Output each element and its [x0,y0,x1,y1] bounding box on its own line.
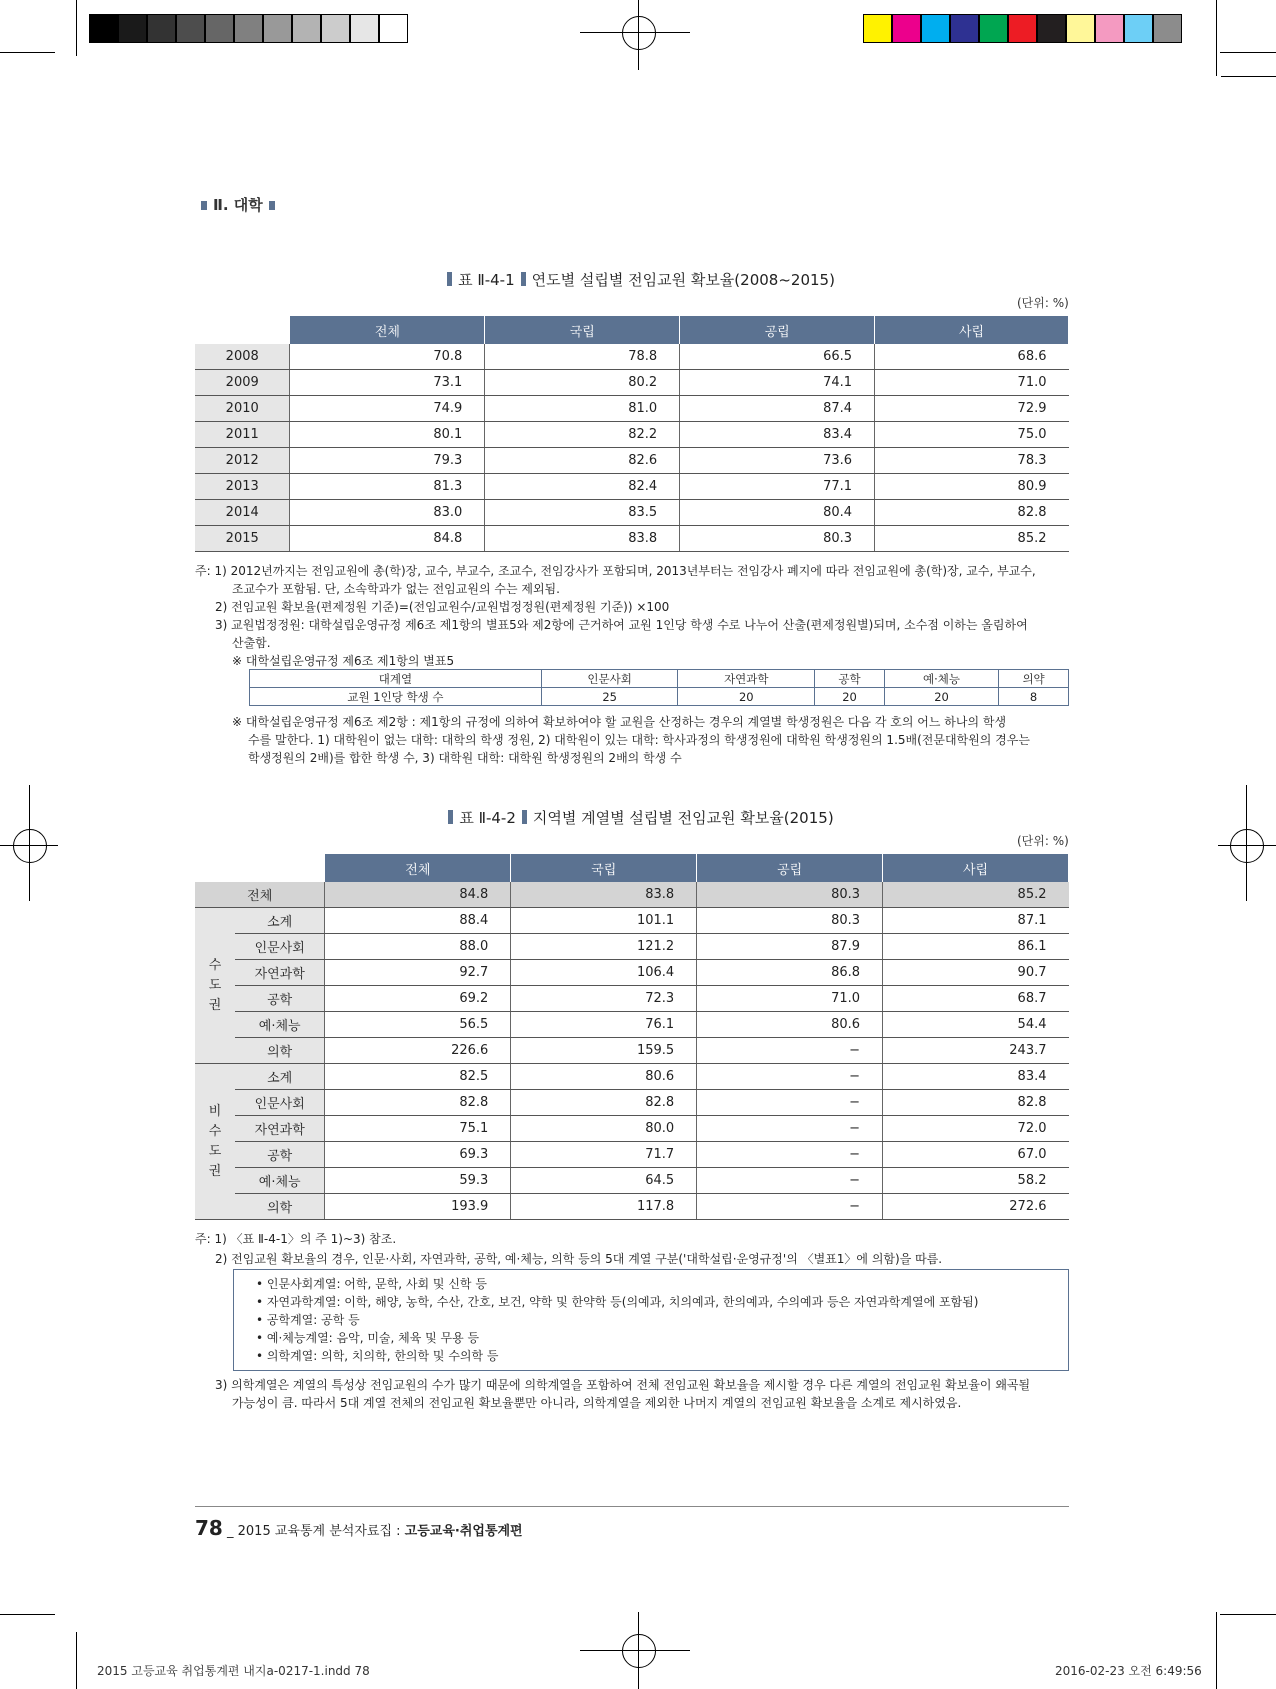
value-cell: 85.2 [883,882,1069,908]
value-cell: 76.1 [511,1012,697,1038]
value-cell: 71.0 [697,986,883,1012]
value-cell: 78.8 [485,344,680,370]
ratio-table [249,669,1069,706]
table1-unit: (단위: %) [1017,296,1069,310]
color-swatch [921,14,950,43]
year-cell: 2014 [195,500,290,526]
value-cell: 83.8 [485,526,680,552]
value-cell: 86.8 [697,960,883,986]
table-row [195,1194,1069,1220]
value-cell: 78.3 [875,448,1069,474]
gray-swatch [176,14,205,43]
year-cell: 2012 [195,448,290,474]
value-cell: 79.3 [290,448,485,474]
field-label: 인문사회 [235,1090,325,1116]
field-label: 공학 [235,986,325,1012]
table-row [195,1012,1069,1038]
value-cell: 84.8 [325,882,511,908]
category-item: • 자연과학계열: 이학, 해양, 농학, 수산, 간호, 보건, 약학 및 한약학 등(의예과, 치의예과, 한의예과, 수의예과 등은 자연과학계열에 포함됨) [256,1295,979,1309]
ratio-header-cell: 예·체능 [884,670,998,688]
table-row [195,1142,1069,1168]
color-swatch [1037,14,1066,43]
value-cell: 193.9 [325,1194,511,1220]
square-bullet-icon [269,201,275,210]
value-cell: 69.2 [325,986,511,1012]
title-bar-icon [522,810,527,824]
value-cell: 85.2 [875,526,1069,552]
table-row [195,422,1069,448]
field-label: 예·체능 [235,1012,325,1038]
category-item: • 인문사회계열: 어학, 문학, 사회 및 신학 등 [256,1277,487,1291]
gray-swatch [379,14,408,43]
value-cell: 82.5 [325,1064,511,1090]
value-cell: 80.9 [875,474,1069,500]
ratio-value-cell: 20 [815,688,885,706]
value-cell: 73.1 [290,370,485,396]
value-cell: 82.8 [511,1090,697,1116]
table-row [195,500,1069,526]
value-cell: 88.0 [325,934,511,960]
table1-header-row [195,316,1069,345]
value-cell: 121.2 [511,934,697,960]
column-header: 사립 [883,854,1069,883]
value-cell: 73.6 [680,448,875,474]
total-row [195,882,1069,908]
color-swatch [1066,14,1095,43]
year-cell: 2013 [195,474,290,500]
footer-rule [195,1506,1069,1507]
table-row [195,1090,1069,1116]
value-cell: 83.8 [511,882,697,908]
note-line: ※ 대학설립운영규정 제6조 제2항 : 제1항의 규정에 의하여 확보하여야 할 교원을 산정하는 경우의 계열별 학생정원은 다음 각 호의 어느 하나의 학생 [232,715,1007,729]
year-cell: 2010 [195,396,290,422]
value-cell: 87.9 [697,934,883,960]
year-cell: 2011 [195,422,290,448]
page-footer [195,1516,523,1540]
column-header: 사립 [875,316,1069,345]
ratio-table-header [250,670,1069,688]
gray-swatch [234,14,263,43]
table-row [195,344,1069,370]
table-row [195,396,1069,422]
note-line: 2) 전임교원 확보율(편제정원 기준)=(전임교원수/교원법정정원(편제정원 기준)) ×100 [215,600,670,614]
table2-number: 표 Ⅱ-4-2 [459,809,516,827]
value-cell: 92.7 [325,960,511,986]
value-cell: 72.3 [511,986,697,1012]
value-cell: 88.4 [325,908,511,934]
value-cell: 56.5 [325,1012,511,1038]
table-row [195,1168,1069,1194]
field-label: 자연과학 [235,1116,325,1142]
footer-book: 2015 교육통계 분석자료집 : [237,1524,401,1539]
ratio-header-cell: 공학 [815,670,885,688]
value-cell: 75.1 [325,1116,511,1142]
region-group-label: 수 도 권 [195,908,235,1064]
note-line: 주: 1) 〈표 Ⅱ-4-1〉의 주 1)~3) 참조. [195,1232,397,1246]
color-swatch [1153,14,1182,43]
value-cell: − [697,1064,883,1090]
note-line: 수를 말한다. 1) 대학원이 없는 대학: 대학의 학생 정원, 2) 대학원이 있는 대학: 학사과정의 학생정원에 대학원 학생정원의 1.5배(전문대학원의 경우는 [248,733,1030,747]
table1-number: 표 Ⅱ-4-1 [458,271,515,289]
page-number: 78 [195,1516,223,1540]
gray-swatch [263,14,292,43]
field-label: 소계 [235,1064,325,1090]
note-line: 주: 1) 2012년까지는 전임교원에 총(학)장, 교수, 부교수, 조교수, 전임강사가 포함되며, 2013년부터는 전임강사 폐지에 따라 전임교원에 총(학)장, 교수, 부교수, [195,564,1036,578]
note-line: 가능성이 큼. 따라서 5대 계열 전체의 전임교원 확보율뿐만 아니라, 의학계열을 제외한 나머지 계열의 전임교원 확보율을 소계로 제시하였음. [232,1396,962,1410]
value-cell: − [697,1090,883,1116]
ratio-header-cell: 대계열 [250,670,542,688]
value-cell: 72.0 [883,1116,1069,1142]
value-cell: 59.3 [325,1168,511,1194]
value-cell: 68.7 [883,986,1069,1012]
value-cell: − [697,1038,883,1064]
value-cell: 77.1 [680,474,875,500]
value-cell: 80.4 [680,500,875,526]
column-header: 국립 [511,854,697,883]
table-row [195,448,1069,474]
table-row [195,1116,1069,1142]
value-cell: 90.7 [883,960,1069,986]
gray-swatch [292,14,321,43]
note-line: 학생정원의 2배)를 합한 학생 수, 3) 대학원 대학: 대학원 학생정원의 2배의 학생 수 [248,751,682,765]
value-cell: 82.8 [875,500,1069,526]
note-line: 3) 교원법정정원: 대학설립운영규정 제6조 제1항의 별표5와 제2항에 근거하여 교원 1인당 학생 수로 나누어 산출(편제정원별)되며, 소수점 이하는 올림하여 [215,618,1028,632]
ratio-header-cell: 자연과학 [678,670,815,688]
value-cell: 226.6 [325,1038,511,1064]
ratio-value-cell: 25 [541,688,678,706]
gray-swatch [205,14,234,43]
table2-unit: (단위: %) [1017,834,1069,848]
footer-book-bold: 고등교육·취업통계편 [404,1524,523,1539]
field-label: 자연과학 [235,960,325,986]
value-cell: 83.0 [290,500,485,526]
slug-file-info: 2015 고등교육 취업통계편 내지a-0217-1.indd 78 [97,1664,370,1678]
table2-title [0,807,1276,828]
category-definitions-box [233,1269,1069,1371]
value-cell: 101.1 [511,908,697,934]
value-cell: 80.1 [290,422,485,448]
value-cell: − [697,1116,883,1142]
note-line: ※ 대학설립운영규정 제6조 제1항의 별표5 [232,654,455,668]
table-row [195,934,1069,960]
table1-title [0,269,1276,290]
field-label: 소계 [235,908,325,934]
note-line: 조교수가 포함됨. 단, 소속학과가 없는 전임교원의 수는 제외됨. [232,582,560,596]
table1-subtitle: 연도별 설립별 전임교원 확보율(2008~2015) [531,271,835,289]
value-cell: 81.3 [290,474,485,500]
value-cell: 82.8 [883,1090,1069,1116]
field-label: 의학 [235,1038,325,1064]
value-cell: 83.5 [485,500,680,526]
gray-swatch [89,14,118,43]
value-cell: 80.6 [697,1012,883,1038]
value-cell: 80.6 [511,1064,697,1090]
value-cell: 74.1 [680,370,875,396]
field-label: 예·체능 [235,1168,325,1194]
ratio-value-cell: 20 [884,688,998,706]
section-header [195,194,281,215]
color-swatch [863,14,892,43]
title-bar-icon [448,810,453,824]
value-cell: 66.5 [680,344,875,370]
value-cell: 71.7 [511,1142,697,1168]
value-cell: 67.0 [883,1142,1069,1168]
table-row [195,908,1069,934]
note-line: 산출함. [232,636,271,650]
table2-subtitle: 지역별 계열별 설립별 전임교원 확보율(2015) [532,809,834,827]
value-cell: 80.3 [680,526,875,552]
column-header: 전체 [290,316,485,345]
table2-header-row [195,854,1069,883]
value-cell: 83.4 [883,1064,1069,1090]
column-header: 공립 [680,316,875,345]
year-cell: 2009 [195,370,290,396]
ratio-table-row [250,688,1069,706]
value-cell: 75.0 [875,422,1069,448]
value-cell: − [697,1168,883,1194]
total-label: 전체 [195,882,325,908]
value-cell: 82.2 [485,422,680,448]
table-row [195,1038,1069,1064]
year-cell: 2008 [195,344,290,370]
value-cell: 70.8 [290,344,485,370]
title-bar-icon [521,272,526,286]
value-cell: 69.3 [325,1142,511,1168]
value-cell: 58.2 [883,1168,1069,1194]
table1 [195,315,1069,552]
color-swatch [1008,14,1037,43]
value-cell: 82.4 [485,474,680,500]
value-cell: 54.4 [883,1012,1069,1038]
value-cell: 80.3 [697,908,883,934]
value-cell: 87.4 [680,396,875,422]
table-row [195,526,1069,552]
table-row [195,960,1069,986]
table2 [195,853,1069,1220]
table-row [195,986,1069,1012]
value-cell: 272.6 [883,1194,1069,1220]
value-cell: 80.3 [697,882,883,908]
table-row [195,370,1069,396]
value-cell: 81.0 [485,396,680,422]
table-row [195,1064,1069,1090]
year-cell: 2015 [195,526,290,552]
field-label: 의학 [235,1194,325,1220]
category-item: • 예·체능계열: 음악, 미술, 체육 및 무용 등 [256,1331,480,1345]
ratio-value-cell: 교원 1인당 학생 수 [250,688,542,706]
value-cell: 82.6 [485,448,680,474]
value-cell: 64.5 [511,1168,697,1194]
value-cell: 106.4 [511,960,697,986]
field-label: 인문사회 [235,934,325,960]
value-cell: 159.5 [511,1038,697,1064]
square-bullet-icon [201,201,207,210]
value-cell: 80.0 [511,1116,697,1142]
title-bar-icon [447,272,452,286]
ratio-value-cell: 20 [678,688,815,706]
column-header: 전체 [325,854,511,883]
ratio-header-cell: 의약 [999,670,1069,688]
value-cell: 84.8 [290,526,485,552]
value-cell: 86.1 [883,934,1069,960]
color-swatch [979,14,1008,43]
column-header: 국립 [485,316,680,345]
region-group-label: 비 수 도 권 [195,1064,235,1220]
color-swatch [950,14,979,43]
note-line: 3) 의학계열은 계열의 특성상 전임교원의 수가 많기 때문에 의학계열을 포함하여 전체 전임교원 확보율을 제시할 경우 다른 계열의 전임교원 확보율이 왜곡될 [215,1378,1031,1392]
color-swatch [892,14,921,43]
note-line: 2) 전임교원 확보율의 경우, 인문·사회, 자연과학, 공학, 예·체능, 의학 등의 5대 계열 구분('대학설립·운영규정'의 〈별표1〉에 의함)을 따름. [215,1252,943,1266]
gray-swatch [350,14,379,43]
value-cell: 71.0 [875,370,1069,396]
value-cell: − [697,1194,883,1220]
value-cell: 117.8 [511,1194,697,1220]
table-row [195,474,1069,500]
section-title: Ⅱ. 대학 [213,196,263,214]
value-cell: 82.8 [325,1090,511,1116]
value-cell: 83.4 [680,422,875,448]
category-item: • 공학계열: 공학 등 [256,1313,360,1327]
value-cell: 74.9 [290,396,485,422]
slug-timestamp: 2016-02-23 오전 6:49:56 [1055,1664,1202,1678]
value-cell: 243.7 [883,1038,1069,1064]
value-cell: 68.6 [875,344,1069,370]
value-cell: 72.9 [875,396,1069,422]
gray-swatch [147,14,176,43]
value-cell: 87.1 [883,908,1069,934]
gray-swatch [321,14,350,43]
field-label: 공학 [235,1142,325,1168]
category-item: • 의학계열: 의학, 치의학, 한의학 및 수의학 등 [256,1349,499,1363]
value-cell: − [697,1142,883,1168]
ratio-header-cell: 인문사회 [541,670,678,688]
column-header: 공립 [697,854,883,883]
gray-swatch [118,14,147,43]
color-swatch [1095,14,1124,43]
color-swatch [1124,14,1153,43]
value-cell: 80.2 [485,370,680,396]
ratio-value-cell: 8 [999,688,1069,706]
footer-separator: _ [226,1524,234,1539]
